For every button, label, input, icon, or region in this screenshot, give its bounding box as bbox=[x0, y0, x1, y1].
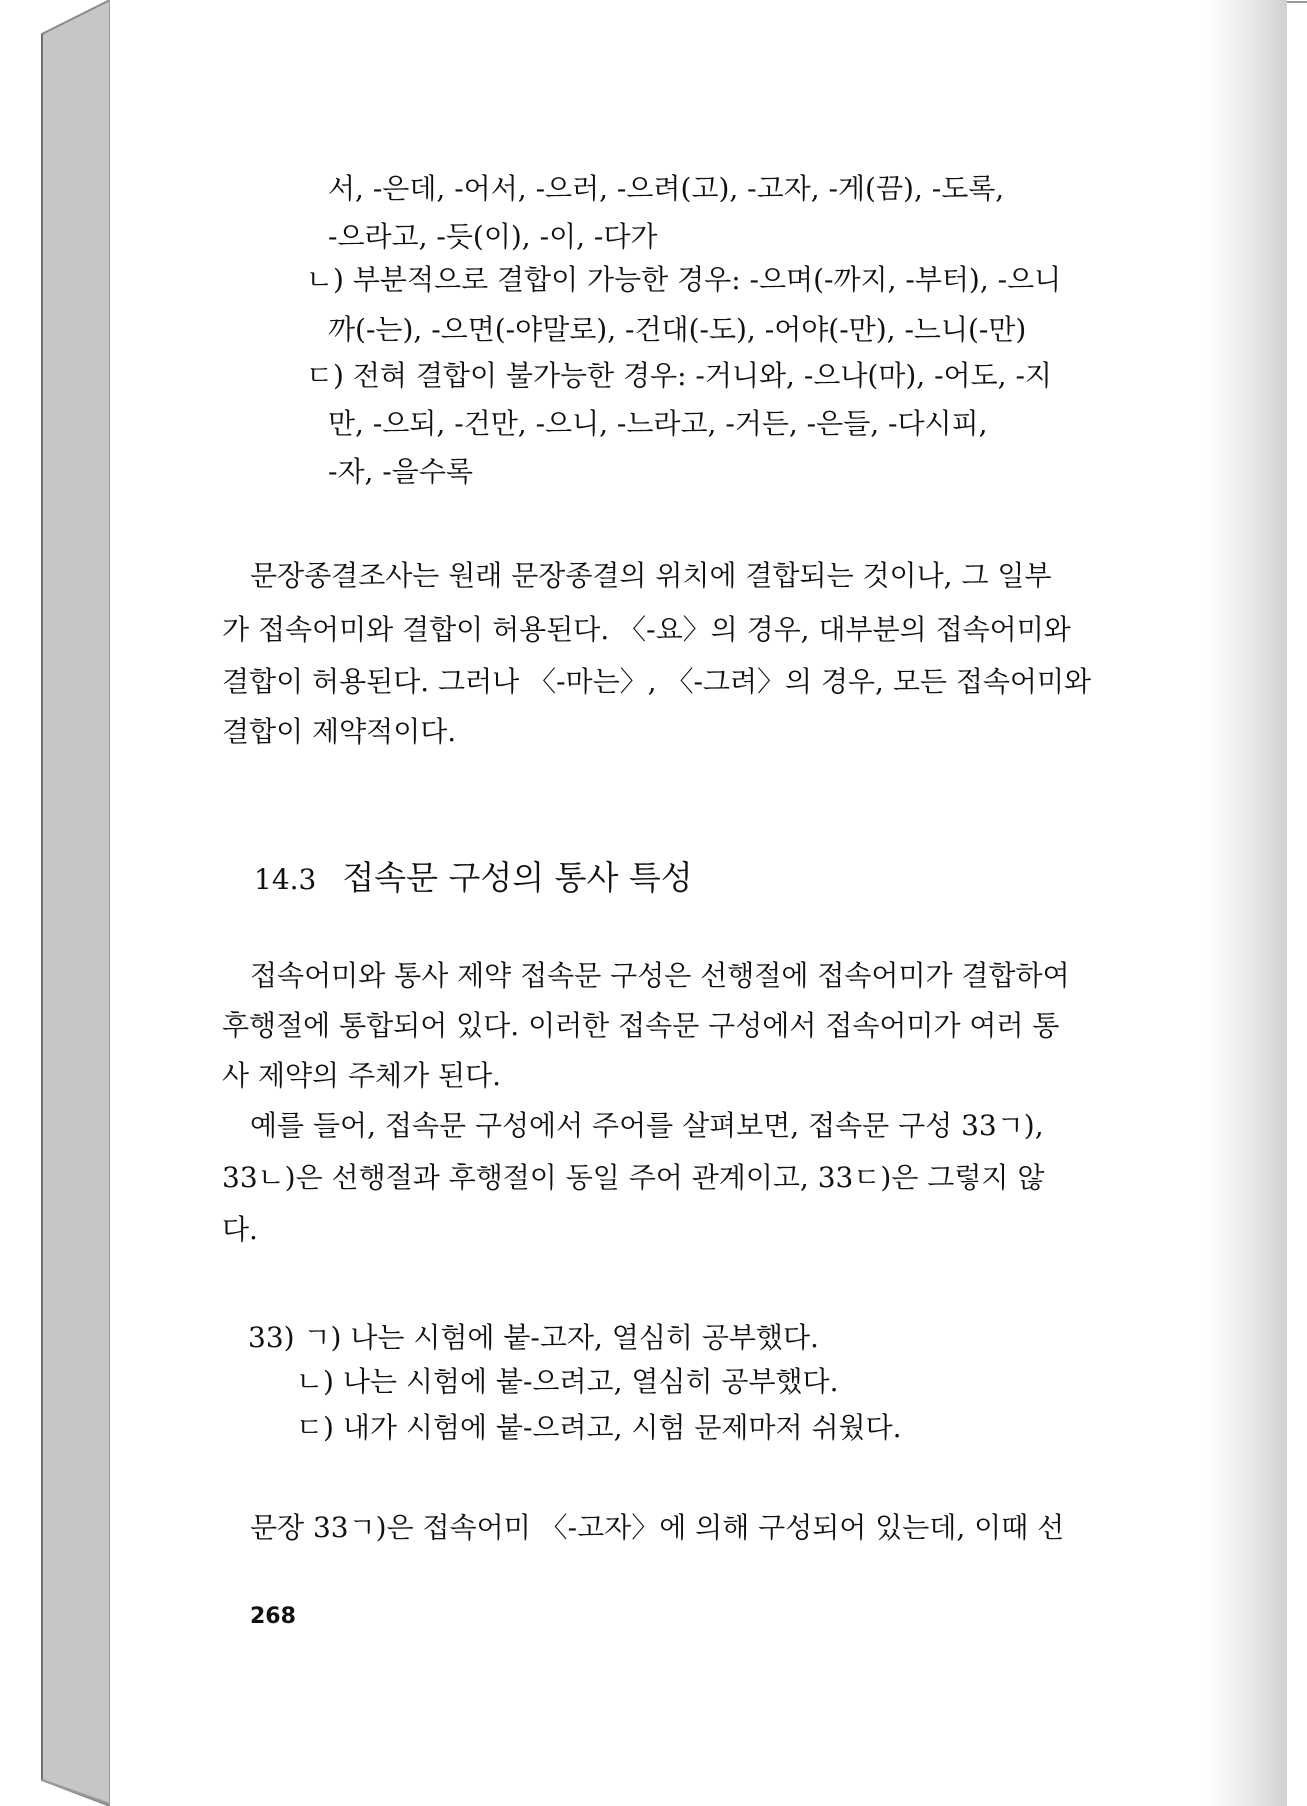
section-number: 14.3 bbox=[254, 863, 317, 896]
paragraph-line: 문장종결조사는 원래 문장종결의 위치에 결합되는 것이나, 그 일부 bbox=[250, 559, 1052, 592]
page-number: 268 bbox=[250, 1604, 296, 1629]
paragraph-line: 예를 들어, 접속문 구성에서 주어를 살펴보면, 접속문 구성 33ㄱ), bbox=[250, 1109, 1044, 1142]
list-line: 만, -으되, -건만, -으니, -느라고, -거든, -은들, -다시피, bbox=[328, 407, 988, 440]
paragraph-line: 가 접속어미와 결합이 허용된다. 〈-요〉의 경우, 대부분의 접속어미와 bbox=[222, 613, 1071, 646]
section-heading bbox=[254, 858, 693, 900]
example-line: 33) ㄱ) 나는 시험에 붙-고자, 열심히 공부했다. bbox=[248, 1321, 819, 1354]
book-page bbox=[110, 0, 1287, 1806]
paragraph-line: 결합이 제약적이다. bbox=[222, 715, 457, 748]
example-line: ㄴ) 나는 시험에 붙-으려고, 열심히 공부했다. bbox=[296, 1365, 839, 1398]
paragraph-line: 후행절에 통합되어 있다. 이러한 접속문 구성에서 접속어미가 여러 통 bbox=[222, 1009, 1060, 1042]
paragraph-line: 33ㄴ)은 선행절과 후행절이 동일 주어 관계이고, 33ㄷ)은 그렇지 않 bbox=[222, 1161, 1045, 1194]
list-item-impossible: ㄷ) 전혀 결합이 불가능한 경우: -거니와, -으나(마), -어도, -지 bbox=[306, 359, 1052, 392]
paragraph-line: 문장 33ㄱ)은 접속어미 〈-고자〉에 의해 구성되어 있는데, 이때 선 bbox=[250, 1511, 1065, 1544]
paragraph-line: 다. bbox=[222, 1213, 258, 1246]
paragraph-line: 결합이 허용된다. 그러나 〈-마는〉, 〈-그려〉의 경우, 모든 접속어미와 bbox=[222, 665, 1092, 698]
list-line: -자, -을수록 bbox=[328, 455, 473, 488]
example-line: ㄷ) 내가 시험에 붙-으려고, 시험 문제마저 쉬웠다. bbox=[296, 1411, 902, 1444]
paragraph-line: 사 제약의 주체가 된다. bbox=[222, 1059, 502, 1092]
section-title: 접속문 구성의 통사 특성 bbox=[342, 858, 693, 897]
list-line: 서, -은데, -어서, -으러, -으려(고), -고자, -게(끔), -도록, bbox=[328, 172, 1005, 205]
list-line: 까(-는), -으면(-야말로), -건대(-도), -어야(-만), -느니(-만) bbox=[328, 313, 1027, 346]
paragraph-line: 접속어미와 통사 제약 접속문 구성은 선행절에 접속어미가 결합하여 bbox=[250, 959, 1070, 992]
list-line: -으라고, -듯(이), -이, -다가 bbox=[328, 220, 658, 253]
list-item-partial: ㄴ) 부분적으로 결합이 가능한 경우: -으며(-까지, -부터), -으니 bbox=[306, 263, 1062, 296]
